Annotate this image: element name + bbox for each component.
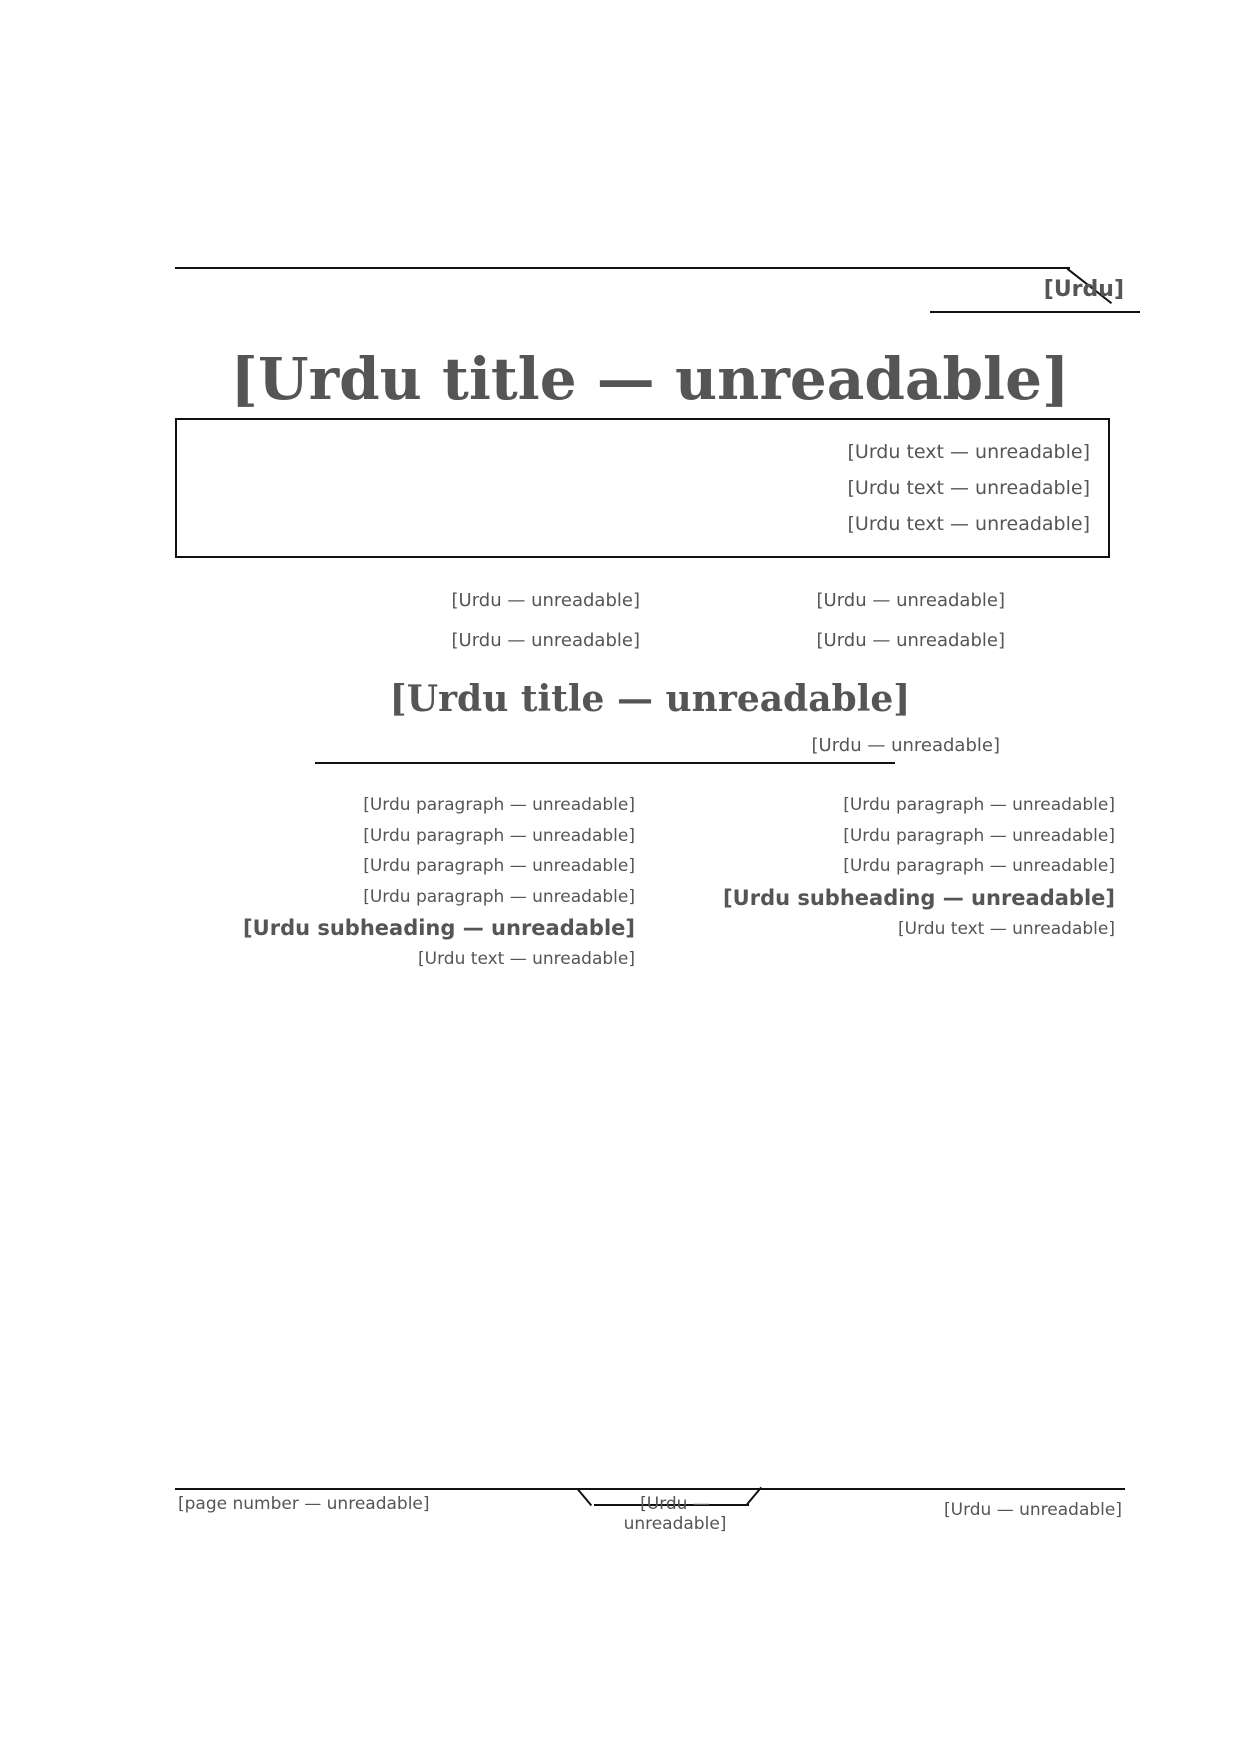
article-title: [Urdu title — unreadable] xyxy=(389,678,911,720)
paragraph: [Urdu paragraph — unreadable] xyxy=(843,856,1115,876)
right-column xyxy=(660,790,1115,944)
paragraph: [Urdu paragraph — unreadable] xyxy=(363,886,635,907)
article-byline: [Urdu — unreadable] xyxy=(811,735,1000,756)
page-title: [Urdu title — unreadable] xyxy=(230,345,1070,413)
footer-page-number: [page number — unreadable] xyxy=(178,1494,430,1514)
paragraph: [Urdu paragraph — unreadable] xyxy=(363,795,635,815)
theme-title: [Urdu — unreadable] xyxy=(451,590,640,611)
paragraph: [Urdu paragraph — unreadable] xyxy=(363,825,635,846)
theme-title: [Urdu — unreadable] xyxy=(451,630,640,651)
paragraph: [Urdu text — unreadable] xyxy=(898,918,1115,939)
theme-label: [Urdu — unreadable] xyxy=(816,630,1005,651)
header-label-underline xyxy=(930,311,1140,313)
section-label: [Urdu] xyxy=(1043,277,1124,302)
header-rule xyxy=(175,267,1070,269)
intro-line: [Urdu text — unreadable] xyxy=(847,441,1090,463)
intro-line: [Urdu text — unreadable] xyxy=(847,477,1090,499)
paragraph: [Urdu paragraph — unreadable] xyxy=(843,825,1115,846)
paragraph: [Urdu paragraph — unreadable] xyxy=(363,856,635,876)
footer-rule-slant xyxy=(576,1488,592,1506)
theme-label: [Urdu — unreadable] xyxy=(816,590,1005,611)
byline-rule xyxy=(315,762,895,764)
footer-publication: [Urdu — unreadable] xyxy=(943,1500,1122,1520)
left-column xyxy=(180,790,635,975)
intro-line: [Urdu text — unreadable] xyxy=(847,513,1090,535)
paragraph: [Urdu text — unreadable] xyxy=(418,949,635,969)
intro-box xyxy=(175,418,1110,558)
subheading: [Urdu subheading — unreadable] xyxy=(723,885,1115,910)
footer-rule xyxy=(175,1488,1125,1490)
footer-issue-date: [Urdu — unreadable] xyxy=(623,1494,727,1534)
paragraph: [Urdu paragraph — unreadable] xyxy=(843,795,1115,815)
subheading: [Urdu subheading — unreadable] xyxy=(243,916,635,940)
